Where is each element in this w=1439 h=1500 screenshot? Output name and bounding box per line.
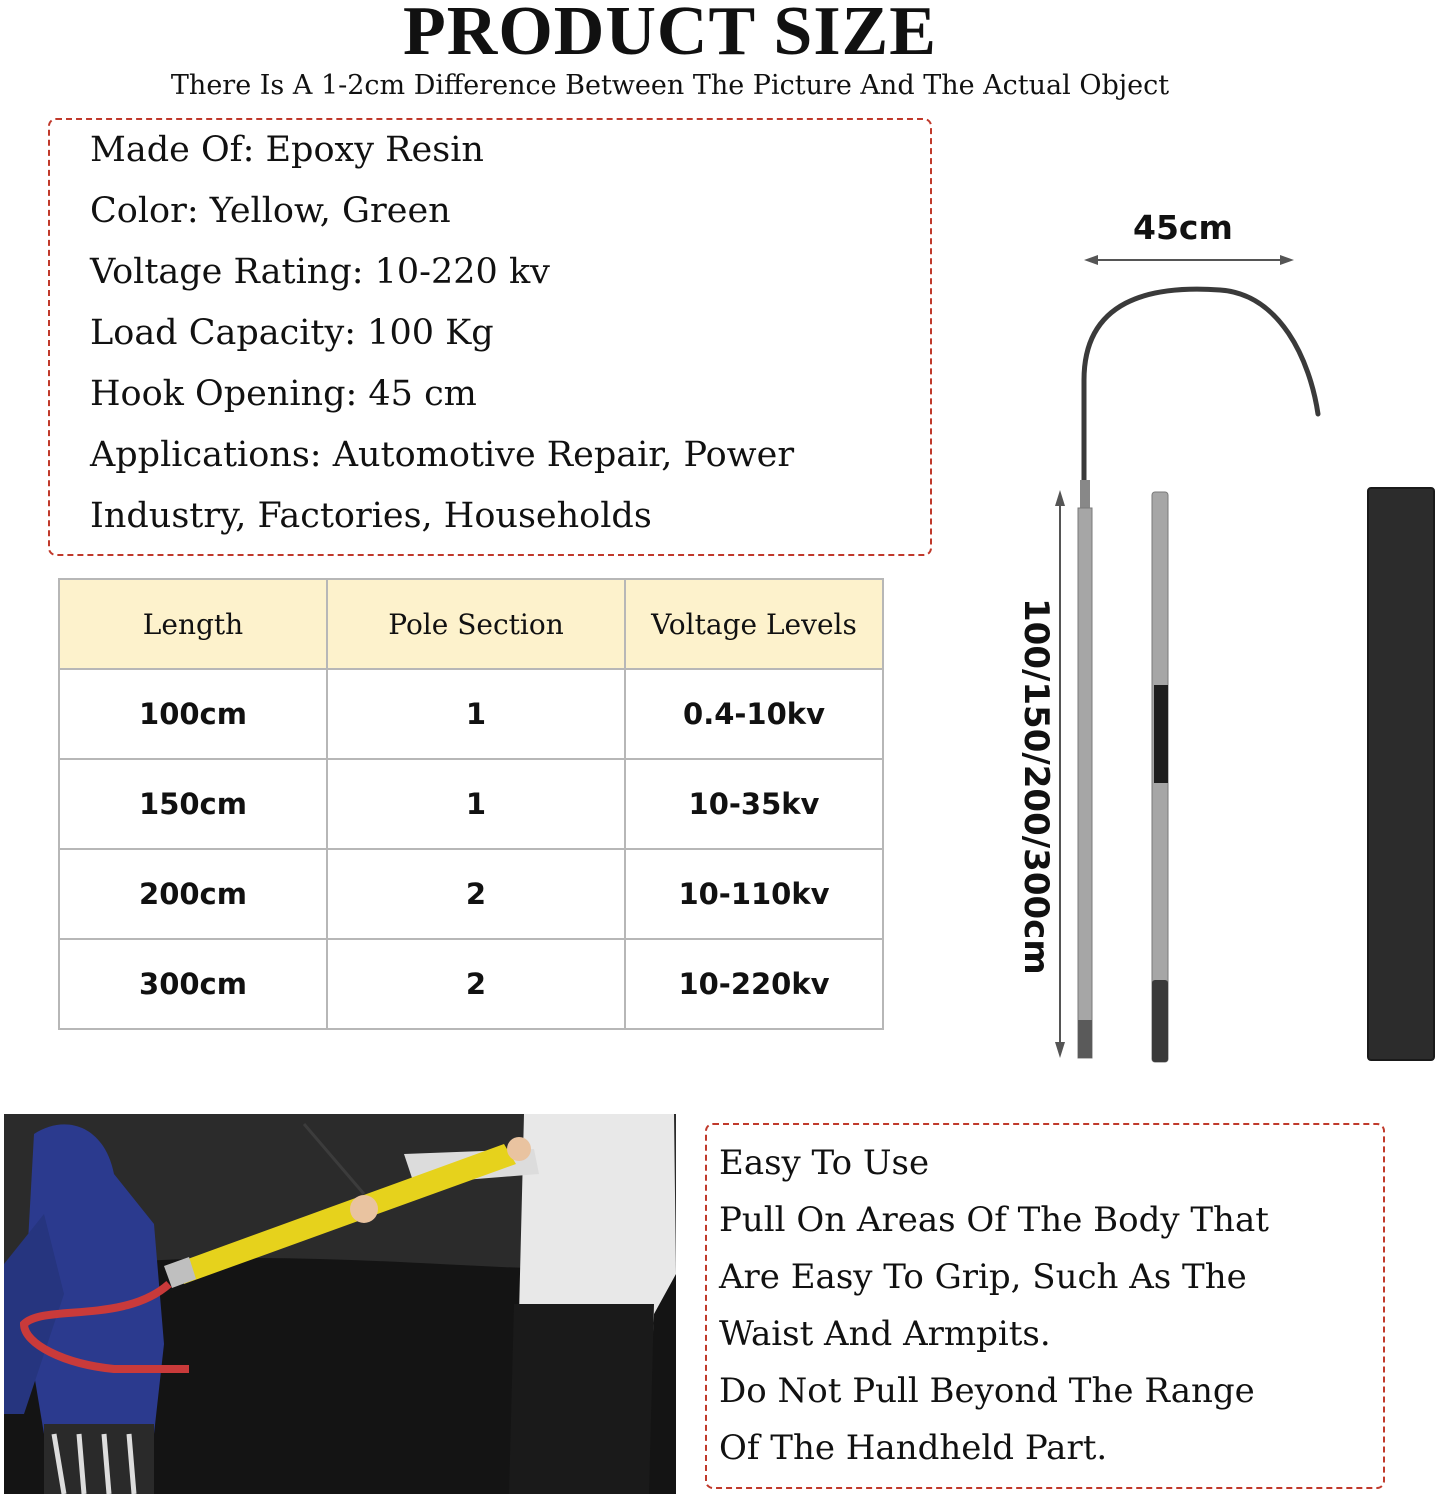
cell-sections: 1: [327, 669, 625, 759]
usage-heading: Easy To Use: [719, 1143, 930, 1183]
spec-color: Color: Yellow, Green: [90, 191, 451, 231]
cell-voltage: 10-35kv: [625, 759, 883, 849]
spec-hook: Hook Opening: 45 cm: [90, 374, 477, 414]
usage-line: Are Easy To Grip, Such As The: [719, 1257, 1247, 1297]
usage-line: Waist And Armpits.: [719, 1314, 1051, 1354]
spec-load: Load Capacity: 100 Kg: [90, 313, 494, 353]
cell-sections: 2: [327, 939, 625, 1029]
usage-line: Pull On Areas Of The Body That: [719, 1200, 1269, 1240]
hook-icon: [1084, 289, 1318, 490]
usage-line: Do Not Pull Beyond The Range: [719, 1371, 1255, 1411]
hook-width-arrow: [1084, 255, 1294, 265]
pole-section-icon: [1152, 492, 1168, 1062]
spec-material: Made Of: Epoxy Resin: [90, 130, 484, 170]
usage-box: [705, 1123, 1385, 1489]
cell-length: 200cm: [59, 849, 327, 939]
product-diagram: [1040, 240, 1439, 1070]
spec-applications-cont: Industry, Factories, Households: [90, 496, 652, 536]
cell-voltage: 10-220kv: [625, 939, 883, 1029]
pole-with-hook-icon: [1078, 480, 1092, 1058]
table-header-row: [59, 579, 883, 669]
spec-voltage: Voltage Rating: 10-220 kv: [90, 252, 550, 292]
cell-voltage: 10-110kv: [625, 849, 883, 939]
cell-sections: 2: [327, 849, 625, 939]
header-voltage-levels: Voltage Levels: [625, 579, 883, 669]
table-row: [59, 669, 883, 759]
table-row: [59, 759, 883, 849]
page-title: PRODUCT SIZE: [403, 0, 937, 70]
cell-voltage: 0.4-10kv: [625, 669, 883, 759]
table-row: [59, 849, 883, 939]
spec-box: [48, 118, 932, 556]
length-label: 100/150/200/300cm: [1016, 598, 1056, 975]
page-subtitle: There Is A 1-2cm Difference Between The Picture And The Actual Object: [170, 70, 1170, 101]
header-length: Length: [59, 579, 327, 669]
storage-bag-icon: [1368, 488, 1434, 1060]
hook-opening-label: 45cm: [1133, 208, 1233, 247]
table-row: [59, 939, 883, 1029]
usage-line: Of The Handheld Part.: [719, 1428, 1108, 1468]
cell-sections: 1: [327, 759, 625, 849]
cell-length: 150cm: [59, 759, 327, 849]
cell-length: 100cm: [59, 669, 327, 759]
usage-demo-image: [4, 1114, 676, 1494]
length-arrow: [1055, 490, 1065, 1058]
spec-applications: Applications: Automotive Repair, Power: [90, 435, 795, 475]
header-pole-section: Pole Section: [327, 579, 625, 669]
size-table: [58, 578, 884, 1030]
cell-length: 300cm: [59, 939, 327, 1029]
